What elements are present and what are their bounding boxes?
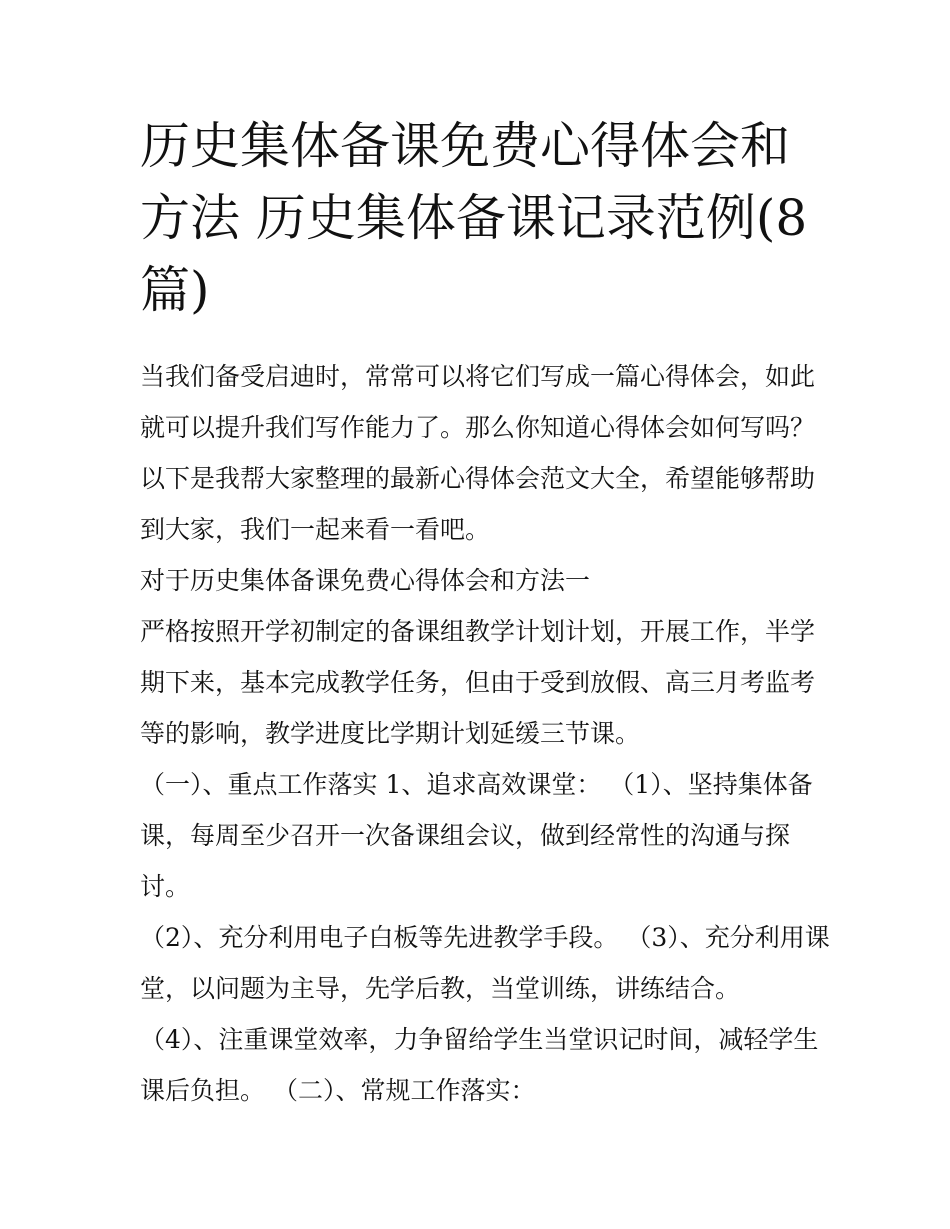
document-body — [140, 351, 830, 1116]
body-paragraph: （4）、注重课堂效率，力争留给学生当堂识记时间，减轻学生课后负担。 （二）、常规工作落实： — [140, 1025, 819, 1105]
intro-paragraph: 当我们备受启迪时，常常可以将它们写成一篇心得体会，如此就可以提升我们写作能力了。那么你知道心得体会如何写吗？以下是我帮大家整理的最新心得体会范文大全，希望能够帮助到大家，我们一起来看一看吧。 — [140, 362, 816, 544]
body-paragraph: （一）、重点工作落实 1、追求高效课堂： （1）、坚持集体备课，每周至少召开一次备课组会议，做到经常性的沟通与探讨。 — [140, 770, 813, 901]
section-heading: 对于历史集体备课免费心得体会和方法一 — [140, 566, 591, 595]
body-paragraph: （2）、充分利用电子白板等先进教学手段。 （3）、充分利用课堂，以问题为主导，先学后教，当堂训练，讲练结合。 — [140, 923, 830, 1003]
body-paragraph: 严格按照开学初制定的备课组教学计划计划，开展工作，半学期下来，基本完成教学任务，但由于受到放假、高三月考监考等的影响，教学进度比学期计划延缓三节课。 — [140, 617, 816, 748]
document-title: 历史集体备课免费心得体会和方法 历史集体备课记录范例(8篇) — [140, 117, 808, 319]
